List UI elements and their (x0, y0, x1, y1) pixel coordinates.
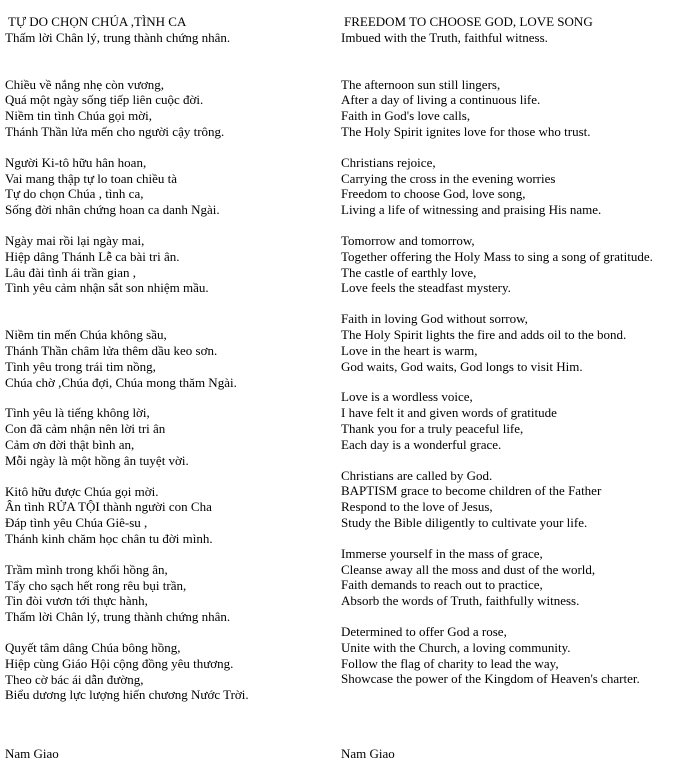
stanza-en-8 (341, 624, 674, 687)
verse-line: Tình yêu là tiếng không lời, (5, 405, 150, 421)
verse-line: Trầm mình trong khối hồng ân, (5, 561, 168, 577)
verse-line: Faith in God's love calls, (341, 108, 471, 124)
verse-line: Showcase the power of the Kingdom of Heaven's charter. (341, 671, 640, 687)
verse-line: Determined to offer God a rose, (341, 623, 507, 639)
stanza-vi-2 (5, 155, 330, 218)
verse-line: Ngày mai rồi lại ngày mai, (5, 232, 145, 248)
verse-line: Tự do chọn Chúa , tình ca, (5, 186, 144, 202)
verse-line: Vai mang thập tự lo toan chiều tà (5, 170, 178, 186)
verse-line: Tomorrow and tomorrow, (341, 232, 475, 248)
stanza-vi-1 (5, 77, 330, 140)
author-signature-en: Nam Giao (341, 746, 395, 761)
verse-line: Mỗi ngày là một hồng ân tuyệt vời. (5, 452, 189, 468)
verse-line: Absorb the words of Truth, faithfully witness. (341, 593, 580, 609)
verse-line: Christians are called by God. (341, 467, 493, 483)
stanza-en-1 (341, 77, 674, 140)
english-poem-column (341, 14, 674, 687)
verse-line: God waits, God waits, God longs to visit Him. (341, 358, 583, 374)
verse-line: Cleanse away all the moss and dust of the world, (341, 561, 596, 577)
verse-line: Thank you for a truly peaceful life, (341, 420, 524, 436)
verse-line: Tin đòi vươn tới thực hành, (5, 593, 148, 609)
verse-line: Carrying the cross in the evening worries (341, 170, 556, 186)
verse-line: Tẩy cho sạch hết rong rêu bụi trần, (5, 577, 187, 593)
verse-line: Theo cờ bác ái dẫn đường, (5, 671, 144, 687)
verse-line: Chúa chờ ,Chúa đợi, Chúa mong thăm Ngài. (5, 374, 237, 390)
verse-line: Each day is a wonderful grace. (341, 436, 502, 452)
stanza-vi-3 (5, 233, 330, 296)
verse-line: Together offering the Holy Mass to sing a song of gratitude. (341, 248, 653, 264)
stanza-vi-5 (5, 405, 330, 468)
verse-line: Niềm tin mến Chúa không sầu, (5, 327, 167, 343)
verse-line: Freedom to choose God, love song, (341, 186, 526, 202)
verse-line: Love in the heart is warm, (341, 342, 478, 358)
verse-line: BAPTISM grace to become children of the Father (341, 483, 602, 499)
verse-line: Quyết tâm dâng Chúa bông hồng, (5, 639, 181, 655)
verse-line: After a day of living a continuous life. (341, 92, 541, 108)
poem-title-vi: TỰ DO CHỌN CHÚA ,TÌNH CA (8, 14, 187, 29)
stanza-vi-7 (5, 562, 330, 625)
stanza-vi-4 (5, 327, 330, 390)
verse-line: Thánh Thần lửa mến cho người cậy trông. (5, 123, 225, 139)
verse-line: Thánh Thần châm lửa thêm dầu keo sơn. (5, 342, 218, 358)
verse-line: Lâu đài tình ái trần gian , (5, 264, 137, 280)
verse-line: Biểu dương lực lượng hiến chương Nước Trời. (5, 687, 249, 703)
verse-line: Hiệp dâng Thánh Lễ ca bài tri ân. (5, 248, 180, 264)
verse-line: Immerse yourself in the mass of grace, (341, 545, 543, 561)
verse-line: The Holy Spirit lights the fire and adds oil to the bond. (341, 326, 627, 342)
stanza-en-6 (341, 468, 674, 531)
stanza-en-7 (341, 546, 674, 609)
verse-line: Kitô hữu được Chúa gọi mời. (5, 483, 159, 499)
verse-line: Thấm lời Chân lý, trung thành chứng nhân. (5, 609, 231, 625)
poem-subtitle-en: Imbued with the Truth, faithful witness. (341, 29, 548, 45)
poem-subtitle-vi: Thấm lời Chân lý, trung thành chứng nhân. (5, 29, 231, 45)
verse-line: Unite with the Church, a loving community. (341, 639, 571, 655)
verse-line: Hiệp cùng Giáo Hội cộng đồng yêu thương. (5, 655, 234, 671)
verse-line: The Holy Spirit ignites love for those who trust. (341, 123, 591, 139)
poem-title-en: FREEDOM TO CHOOSE GOD, LOVE SONG (344, 14, 593, 29)
verse-line: Tình yêu trong trái tim nồng, (5, 358, 156, 374)
verse-line: Christians rejoice, (341, 154, 436, 170)
verse-line: Con đã cảm nhận nên lời tri ân (5, 421, 166, 437)
verse-line: Cảm ơn đời thật bình an, (5, 436, 135, 452)
verse-line: Sống đời nhân chứng hoan ca danh Ngài. (5, 202, 220, 218)
verse-line: Tình yêu cảm nhận sắt son nhiệm mầu. (5, 280, 209, 296)
verse-line: Chiều về nắng nhẹ còn vương, (5, 76, 165, 92)
verse-line: Niềm tin tình Chúa gọi mời, (5, 108, 152, 124)
verse-line: Follow the flag of charity to lead the way, (341, 655, 559, 671)
author-signature-vi: Nam Giao (5, 746, 59, 761)
verse-line: Love is a wordless voice, (341, 389, 473, 405)
vietnamese-poem-column (5, 14, 330, 703)
verse-line: Living a life of witnessing and praising His name. (341, 202, 602, 218)
verse-line: The afternoon sun still lingers, (341, 76, 501, 92)
stanza-vi-8 (5, 640, 330, 703)
stanza-en-4 (341, 311, 674, 374)
stanza-en-2 (341, 155, 674, 218)
stanza-en-3 (341, 233, 674, 296)
verse-line: Ân tình RỬA TỘI thành người con Cha (5, 499, 212, 515)
verse-line: Faith in loving God without sorrow, (341, 311, 528, 327)
verse-line: I have felt it and given words of gratitude (341, 405, 557, 421)
verse-line: Thánh kinh chăm học chân tu đời mình. (5, 530, 213, 546)
verse-line: Đáp tình yêu Chúa Giê-su , (5, 515, 148, 531)
verse-line: Quá một ngày sống tiếp liên cuộc đời. (5, 92, 204, 108)
stanza-en-5 (341, 389, 674, 452)
stanza-vi-6 (5, 484, 330, 547)
verse-line: Study the Bible diligently to cultivate your life. (341, 514, 588, 530)
verse-line: Love feels the steadfast mystery. (341, 280, 511, 296)
verse-line: Người Ki-tô hữu hân hoan, (5, 154, 147, 170)
verse-line: Respond to the love of Jesus, (341, 499, 493, 515)
verse-line: Faith demands to reach out to practice, (341, 577, 543, 593)
verse-line: The castle of earthly love, (341, 264, 477, 280)
